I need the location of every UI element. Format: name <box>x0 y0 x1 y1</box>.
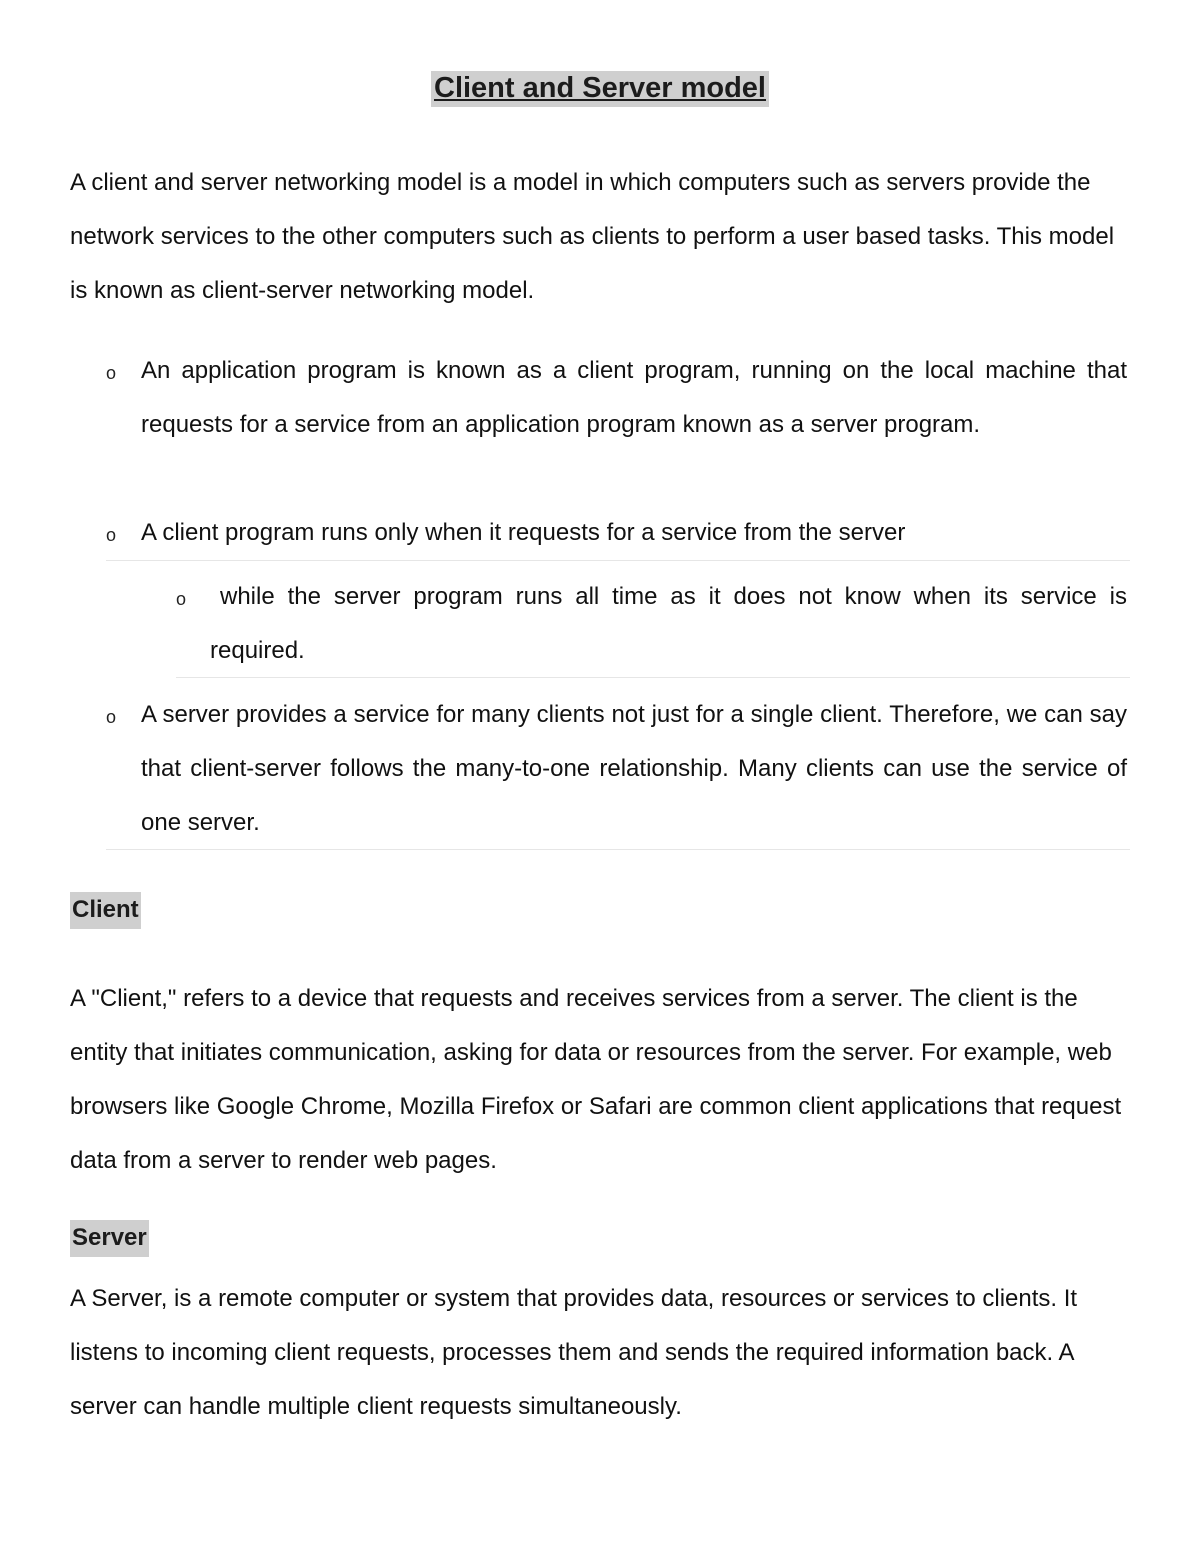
title-text: Client and Server model <box>431 71 769 107</box>
bullet-marker: o <box>106 363 117 383</box>
bullet-marker: o <box>106 707 117 727</box>
document-title <box>0 72 1200 105</box>
server-heading-text: Server <box>70 1220 149 1257</box>
bullet-marker: o <box>106 525 117 545</box>
client-heading-text: Client <box>70 892 141 929</box>
divider-line <box>106 560 1130 561</box>
bullet-item-nested: while the server program runs all time as it does not know when its service is required. <box>210 583 1127 664</box>
divider-line <box>106 849 1130 850</box>
bullet-item-2: A client program runs only when it requests for a service from the server <box>141 519 906 546</box>
intro-paragraph: A client and server networking model is a model in which computers such as servers provide the network services to the other computers such as clients to perform a user based tasks. This model is known as client-server networking model. <box>70 169 1115 304</box>
bullet-item-3: A server provides a service for many clients not just for a single client. Therefore, we can say that client-server follows the many-to-one relationship. Many clients can use the service of one server. <box>141 701 1127 836</box>
client-heading <box>70 896 141 924</box>
client-paragraph: A "Client," refers to a device that requests and receives services from a server. The client is the entity that initiates communication, asking for data or resources from the server. For example, web browsers like Google Chrome, Mozilla Firefox or Safari are common client applications that request data from a server to render web pages. <box>70 985 1122 1174</box>
server-paragraph: A Server, is a remote computer or system that provides data, resources or services to clients. It listens to incoming client requests, processes them and sends the required information back. A server can handle multiple client requests simultaneously. <box>70 1285 1078 1420</box>
bullet-item-1: An application program is known as a client program, running on the local machine that requests for a service from an application program known as a server program. <box>141 357 1127 438</box>
bullet-marker: o <box>176 589 187 609</box>
divider-line <box>176 677 1130 678</box>
server-heading <box>70 1224 149 1252</box>
